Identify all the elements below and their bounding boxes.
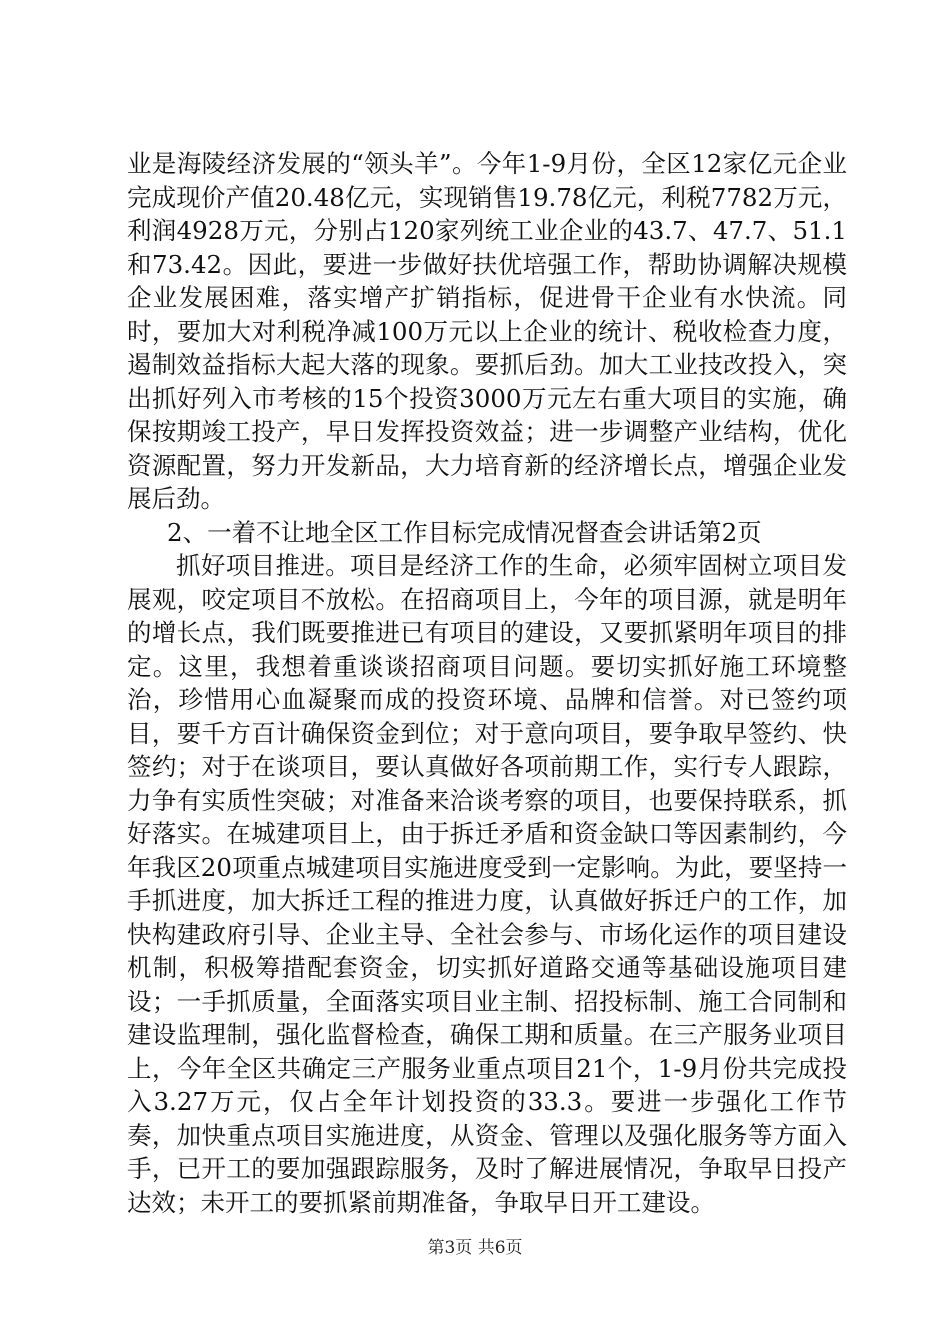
page-number-footer: 第3页 共6页	[427, 1238, 523, 1258]
body-paragraph-project: 抓好项目推进。项目是经济工作的生命，必须牢固树立项目发展观，咬定项目不放松。在招商项目上，今年的项目源，就是明年的增长点，我们既要推进已有项目的建设，又要抓紧明年项目的排定。这里，我想着重谈谈招商项目问题。要切实抓好施工环境整治，珍惜用心血凝聚而成的投资环境、品牌和信誉。对已签约项目，要千方百计确保资金到位；对于意向项目，要争取早签约、快签约；对于在谈项目，要认真做好各项前期工作，实行专人跟踪，力争有实质性突破；对准备来洽谈考察的项目，也要保持联系，抓好落实。在城建项目上，由于拆迁矛盾和资金缺口等因素制约，今年我区20项重点城建项目实施进度受到一定影响。为此，要坚持一手抓进度，加大拆迁工程的推进力度，认真做好拆迁户的工作，加快构建政府引导、企业主导、全社会参与、市场化运作的项目建设机制，积极筹措配套资金，切实抓好道路交通等基础设施项目建设；一手抓质量，全面落实项目业主制、招投标制、施工合同制和建设监理制，强化监督检查，确保工期和质量。在三产服务业项目上，今年全区共确定三产服务业重点项目21个，1-9月份共完成投入3.27万元，仅占全年计划投资的33.3。要进一步强化工作节奏，加快重点项目实施进度，从资金、管理以及强化服务等方面入手，已开工的要加强跟踪服务，及时了解进展情况，争取早日投产达效；未开工的要抓紧前期准备，争取早日开工建设。	[127, 551, 847, 1217]
document-body	[127, 147, 847, 1219]
section-heading: 2、一着不让地全区工作目标完成情况督查会讲话第2页	[167, 517, 762, 547]
body-paragraph-continued: 业是海陵经济发展的“领头羊”。今年1-9月份，全区12家亿元企业完成现价产值20.48亿元，实现销售19.78亿元，利税7782万元，利润4928万元，分别占120家列统工业企业的43.7、47.7、51.1和73.42。因此，要进一步做好扶优培强工作，帮助协调解决规模企业发展困难，落实增产扩销指标，促进骨干企业有水快流。同时，要加大对利税净减100万元以上企业的统计、税收检查力度，遏制效益指标大起大落的现象。要抓后劲。加大工业技改投入，突出抓好列入市考核的15个投资3000万元左右重大项目的实施，确保按期竣工投产，早日发挥投资效益；进一步调整产业结构，优化资源配置，努力开发新品，大力培育新的经济增长点，增强企业发展后劲。	[127, 149, 847, 513]
